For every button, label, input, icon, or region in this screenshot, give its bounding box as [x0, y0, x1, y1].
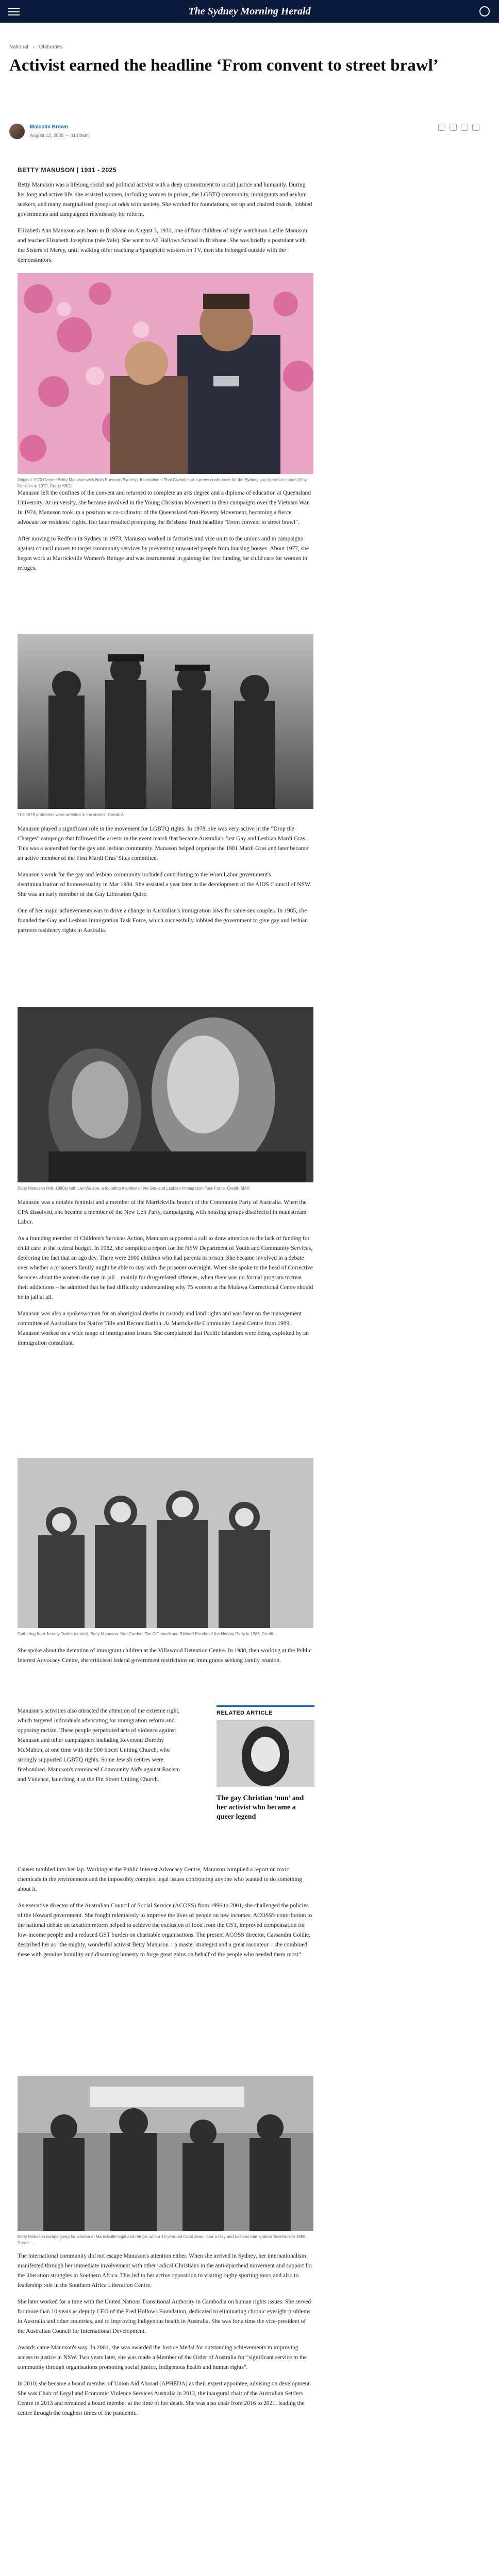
- article-section-5c: [18, 1865, 313, 1967]
- figure-2: [18, 634, 313, 818]
- photo-group[interactable]: [18, 1458, 313, 1628]
- caption: Betty Manuson campaigning for women at Marrickville legal and refuge, with a 15-year-old Carol Jean, later a Gay and Lesbian Immigration Taskforce in 1986. Credit: —: [18, 2234, 307, 2245]
- figure-5: [18, 2076, 313, 2246]
- related-label: RELATED ARTICLE: [217, 1705, 314, 1716]
- caption: Gathering from Jeremy Tuckie (centre), Betty Manuson, Kari Gordon, Tim O'Donnell and Richard Rourke of the Hendry Party in 1986. Credit: -: [18, 1632, 277, 1636]
- article-section-4: [18, 1198, 313, 1355]
- paragraph: Manuson left the confines of the convent and returned to complete an arts degree and a diploma of education at Queensland University. At university, she became involved in the Young Christian Movement in their campaigns over the Vietnam War. In 1974, Manuson took up a position as co-ordinator of the Queensland Anti-Poverty Movement, becoming a fierce advocate for residents' rights. Her later resulted prompting the Brisbane Truth headline "From convent to street brawl".: [18, 490, 311, 526]
- author-name[interactable]: Malcolm Brown: [30, 124, 68, 130]
- paragraph: In 2010, she became a board member of Union Aid Abroad (APHEDA) as their expert appointee, advising on development. She was Chair of Legal and Economic Violence Services Australia in 2012, the inaugural chair of the Australian Settlers Centre in 2013 and remained a board member at the time of her death. She was also chair from 2016 to 2021, leading the centre through the toughest times of the pandemic.: [18, 2381, 311, 2416]
- article-standfirst: BETTY MANUSON | 1931 - 2025: [18, 166, 117, 174]
- email-icon[interactable]: [461, 124, 468, 131]
- facebook-icon[interactable]: [438, 124, 445, 131]
- breadcrumb-item-national[interactable]: National: [9, 44, 28, 50]
- paragraph: One of her major achievements was to drive a change in Australian's immigration laws for same-sex couples. In 1985, she founded the Gay and Lesbian Immigration Task Force, which successfully lobbied the government to give gay and lesbian partners residency rights in Australia.: [18, 908, 308, 934]
- figure-1: [18, 273, 313, 489]
- paragraph: She spoke about the detention of immigrant children at the Villawood Detention Centre. In 1988, then working at the Public Interest Advocacy Centre, she criticised federal government restrictions on immigrants seeking family reunion.: [18, 1648, 312, 1664]
- paragraph: Manuson was also a spokeswoman for an aboriginal deaths in custody and land rights and was later on the management committee of Australians for Native Title and Reconciliation. At Marrickville Community Legal Centre from 1989, Manuson worked on a wide range of immigration issues. She complained that Pacific Islanders were being exploited by an immigration consultant.: [18, 1311, 309, 1346]
- caption: The 1978 protesters were arrested in the streets. Credit: A: [18, 812, 124, 817]
- paragraph: Manuson was a notable feminist and a member of the Marrickville branch of the Communist Party of Australia. When the CPA dissolved, she became a member of the New Left Party, campaigning with housing groups disaffected in mainstream Labor.: [18, 1199, 307, 1225]
- article-section-5a: [18, 1646, 313, 1672]
- twitter-icon[interactable]: [450, 124, 457, 131]
- paragraph: Manuson's activities also attracted the attention of the extreme right, which targeted individuals advocating for immigration reform and opposing racism. These people perpetrated acts of violence against Manuson and other campaigners including Reverend Dorothy McMahon, at one time with the 900 Street Uniting Church, who strongly supported LGBTQ rights. Some Jewish centres were firebombed. Manuson's convinced Community Aid's against Racism and Violence, launching it at the Pitt Street Uniting Church.: [18, 1708, 180, 1783]
- masthead-logo[interactable]: The Sydney Morning Herald: [188, 5, 311, 17]
- menu-icon[interactable]: [8, 6, 20, 15]
- breadcrumb: [9, 44, 65, 50]
- photo-portrait[interactable]: [18, 1007, 313, 1182]
- photo-press-conference[interactable]: [18, 273, 313, 474]
- related-thumbnail[interactable]: [217, 1720, 366, 1787]
- author-avatar[interactable]: [9, 124, 25, 139]
- link-icon[interactable]: [472, 124, 479, 131]
- paragraph: Elizabeth Ann Manuson was born in Brisbane on August 3, 1931, one of four children of night watchman Leslie Manuson and teacher Elizabeth Josephine (née Vale). She went to All Hallows School in Brisbane. She was briefly a postulant with the Sisters of Mercy, until walking offer teaching a Spanghetti western on TV, then she belonged outside with the demonstrators.: [18, 228, 307, 263]
- article-headline: Activist earned the headline ‘From convent to street brawl’: [9, 56, 439, 75]
- article-section-5b: [18, 1706, 188, 1791]
- share-tools: [438, 124, 479, 131]
- breadcrumb-separator: ›: [32, 44, 35, 50]
- article-section-3: [18, 824, 313, 942]
- figure-4: [18, 1458, 313, 1637]
- paragraph: The international community did not escape Manuson's attention either. When she arrived in Sydney, her internationalism manifested through her immediate involvement with other radical Christians in the anti-apartheid movement and support for the liberation struggles in Southern Africa. This led to her active opposition to visiting rugby sporting tours and also to leadership role in the Southern Africa Liberation Centre.: [18, 2253, 312, 2289]
- paragraph: Manuson's work for the gay and lesbian community included contributing to the Wran Labor government's decriminalisation of homosexuality in Mar 1984. She assisted a year later in the development of the AIDS Council of NSW. She was an early member of the Gay Liberation Quire.: [18, 872, 311, 897]
- article-section-6a: [18, 2251, 313, 2425]
- byline: [9, 123, 267, 143]
- paragraph: As executive director of the Australian Council of Social Service (ACOSS) from 1996 to 2001, she challenged the policies of the Howard government. She fought relentlessly to improve the lives of people on low incomes. ACOSS's contribution to the national debate on taxation reform helped to achieve the exclusion of food from the GST, improved compensation for low-income people and a reduced GST burden on charitable organisations. The present ACOSS director, Cassandra Goldie, described her as "the mighty, wonderful activist Betty Manuson – a master strategist and a great raconteur – she combined these with genuine humility and disarming honesty to forge great gains on behalf of the people who needed them most".: [18, 1903, 312, 1958]
- related-title[interactable]: The gay Christian ‘nun’ and her activist who became a queer legend: [217, 1794, 304, 1821]
- related-article-1[interactable]: [217, 1705, 314, 1822]
- account-icon[interactable]: [479, 6, 490, 16]
- photo-campaign[interactable]: [18, 2076, 313, 2231]
- paragraph: Manuson played a significant role in the movement for LGBTQ rights. In 1978, she was very active in the "Drop the Charges" campaign that followed the arrests in the event marsh that became Australia's first Gay and Lesbian Mardi Gras. This was a watershed for the gay and lesbian community. Manuson helped organise the 1981 Mardi Gras and later became an active member of the First Mardi Gras' Sites committee.: [18, 826, 308, 861]
- caption: Original 1970 Gender Betty Manuson with Nola Pursson (Sydney). International Thai Ciwbake, at a press conference for the Sydney gay liberation march (Gay Families in 1972, Credit ABC): [18, 478, 307, 488]
- breadcrumb-item-obituaries[interactable]: Obituaries: [39, 44, 63, 50]
- article-section-1: [18, 180, 313, 272]
- paragraph: Awards came Manuson's way. In 2001, she was awarded the Justice Medal for outstanding achievements in improving access to justice in NSW. Two years later, she was made a Member of the Order of Australia for "significant service to the community through organisations promoting social justice, Indigenous health and human rights".: [18, 2345, 307, 2370]
- publish-date: August 12, 2025 — 11:00am: [30, 133, 89, 138]
- paragraph: After moving to Redfern in Sydney in 1973, Manuson worked in factories and vice units to the unions and in campaigns against council moves to target community services by preventing unwanted people from housing houses. About 1977, she began work at Marrickville Women's Refuge and was instrumental in gaining the first funding for child care for women in refuges.: [18, 536, 309, 571]
- caption: Betty Manuson (left, 1980s) with Lex Watson, a founding member of the Gay and Lesbian Immigration Task Force. Credit: SMH: [18, 1186, 250, 1191]
- article-section-2: [18, 488, 313, 580]
- paragraph: As a founding member of Children's Services Action, Manuson supported a call to draw attention to the lack of funding for child care in the federal budget. In 1982, she compiled a report for the NSW Department of Youth and Community Services, deploring the fact that an ago dev. There were 2000 children who had parents in prison. She became involved in a debate over whether a prisoner's family might be able to stay with the prisoner overnight. When she spoke to the head of Corrective Services about the women she met in jail – mainly for drug-related offences, when there was no formal program to treat their addictions – he admitted that he had difficulty understanding why 75 women at the Mulawa Correctional Centre should be in jail at all.: [18, 1235, 313, 1300]
- paragraph: She later worked for a time with the United Nations Transitional Authority in Cambodia on human rights issues. She served for more than 10 years as deputy CEO of the Fred Hollows Foundation, dedicated to eliminating chronic eyesight problems in Australia and other countries, and to improving Indigenous health in Australia. She was for a time the vice-president of the Australian Council for International Development.: [18, 2299, 311, 2334]
- paragraph: Causes tumbled into her lap. Working at the Public Interest Advocacy Centre, Manuson compiled a report on toxic chemicals in the environment and the impossibly complex legal issues confronting anyone who wanted to do something about it.: [18, 1867, 302, 1892]
- photo-arrests[interactable]: [18, 634, 313, 809]
- top-navigation-bar: [0, 0, 499, 23]
- figure-3: [18, 1007, 313, 1192]
- paragraph: Betty Manuson was a lifelong social and political activist with a deep commitment to social justice and humanity. During her long and active life, she assisted women, including women in prison, the LGBTQ community, immigrants and asylum seekers, and many marginalised groups at odds with society. She worked for foundations, set up and chaired boards, lobbied governments and campaigned relentlessly for reform.: [18, 182, 312, 217]
